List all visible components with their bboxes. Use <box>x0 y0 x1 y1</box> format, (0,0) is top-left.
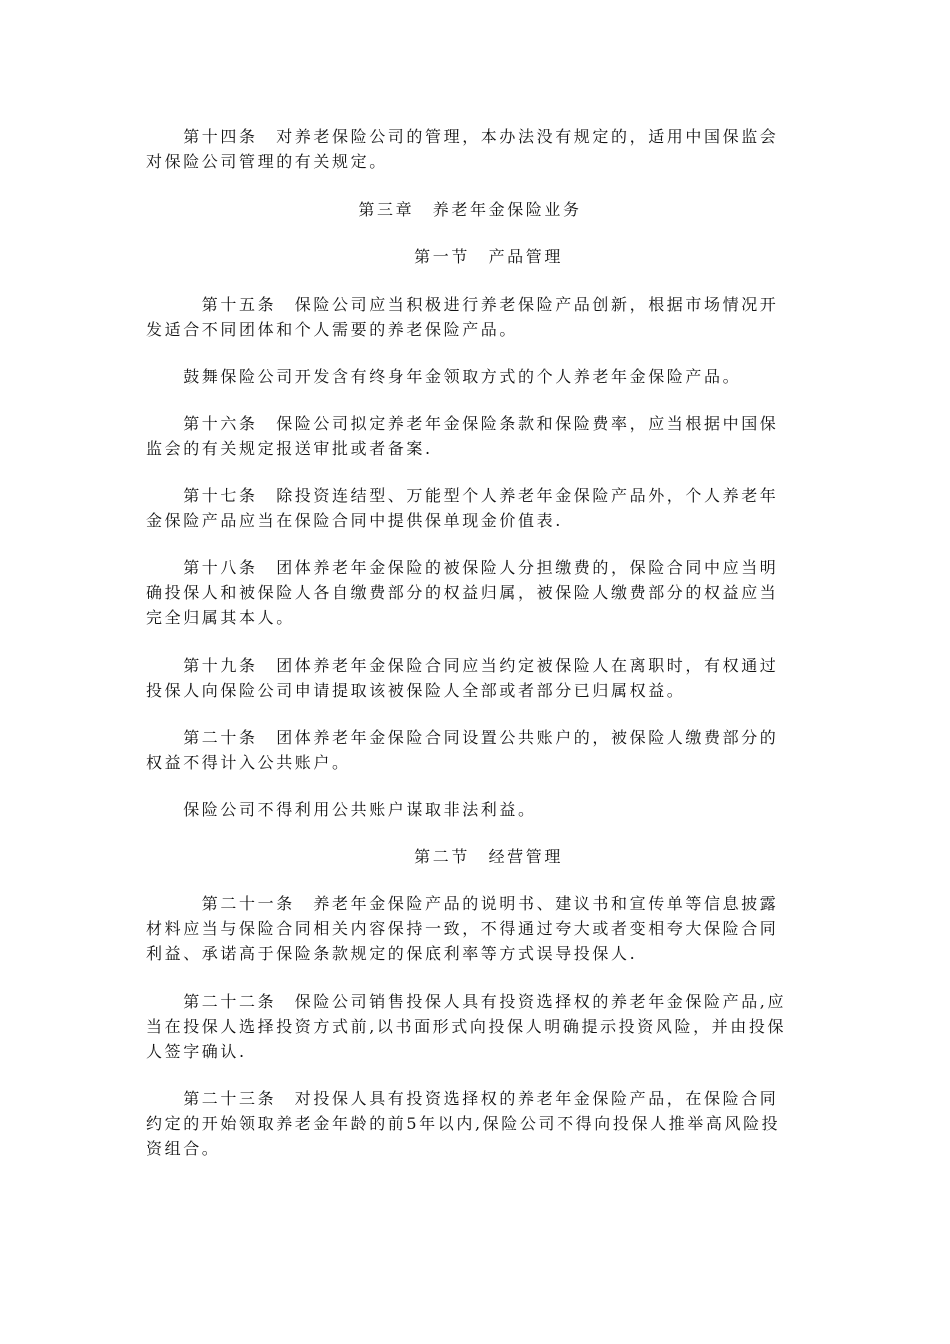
text-line: 第二十二条 保险公司销售投保人具有投资选择权的养老年金保险产品,应 <box>146 992 787 1011</box>
text-line: 材料应当与保险合同相关内容保持一致，不得通过夸大或者变相夸大保险合同 <box>146 919 779 938</box>
section-2-heading: 第二节 经营管理 <box>376 847 563 866</box>
text-line: 发适合不同团体和个人需要的养老保险产品。 <box>146 320 519 339</box>
article-23-paragraph <box>146 1086 794 1161</box>
text-line: 第十八条 团体养老年金保险的被保险人分担缴费的，保险合同中应当明 <box>146 558 779 577</box>
text-line: 第二十三条 对投保人具有投资选择权的养老年金保险产品，在保险合同 <box>146 1089 779 1108</box>
text-line: 当在投保人选择投资方式前,以书面形式向投保人明确提示投资风险，并由投保 <box>146 1017 787 1036</box>
article-18-paragraph <box>146 555 794 630</box>
text-line: 第十五条 保险公司应当积极进行养老保险产品创新，根据市场情况开 <box>146 295 779 314</box>
article-16-paragraph <box>146 411 794 461</box>
text-line: 第十九条 团体养老年金保险合同应当约定被保险人在离职时，有权通过 <box>146 656 779 675</box>
text-line: 对保险公司管理的有关规定。 <box>146 152 388 171</box>
text-line: 人签字确认. <box>146 1042 247 1061</box>
text-line: 第二十条 团体养老年金保险合同设置公共账户的，被保险人缴费部分的 <box>146 728 779 747</box>
text-line: 权益不得计入公共账户。 <box>146 753 351 772</box>
text-line: 金保险产品应当在保险合同中提供保单现金价值表. <box>146 511 563 530</box>
article-21-paragraph <box>146 891 794 966</box>
text-line: 第十四条 对养老保险公司的管理，本办法没有规定的，适用中国保监会 <box>146 127 779 146</box>
public-account-paragraph <box>146 797 794 822</box>
text-line: 第二十一条 养老年金保险产品的说明书、建议书和宣传单等信息披露 <box>146 894 779 913</box>
article-22-paragraph <box>146 989 794 1064</box>
article-15-paragraph <box>146 292 794 342</box>
text-line: 第十六条 保险公司拟定养老年金保险条款和保险费率，应当根据中国保 <box>146 414 779 433</box>
text-line: 完全归属其本人。 <box>146 608 295 627</box>
section-1-heading: 第一节 产品管理 <box>376 247 563 266</box>
text-line: 资组合。 <box>146 1139 221 1158</box>
text-line: 监会的有关规定报送审批或者备案. <box>146 439 433 458</box>
text-line: 确投保人和被保险人各自缴费部分的权益归属，被保险人缴费部分的权益应当 <box>146 583 779 602</box>
article-17-paragraph <box>146 483 794 533</box>
text-line: 保险公司不得利用公共账户谋取非法利益。 <box>146 800 537 819</box>
article-19-paragraph <box>146 653 794 703</box>
chapter-3-heading: 第三章 养老年金保险业务 <box>358 200 582 219</box>
text-line: 投保人向保险公司申请提取该被保险人全部或者部分已归属权益。 <box>146 681 686 700</box>
text-line: 第十七条 除投资连结型、万能型个人养老年金保险产品外，个人养老年 <box>146 486 779 505</box>
text-line: 约定的开始领取养老金年龄的前5年以内,保险公司不得向投保人推举高风险投 <box>146 1114 781 1133</box>
article-20-paragraph <box>146 725 794 775</box>
encourage-paragraph <box>146 364 794 389</box>
article-14-paragraph <box>146 124 794 174</box>
text-line: 利益、承诺高于保险条款规定的保底利率等方式误导投保人. <box>146 944 638 963</box>
text-line: 鼓舞保险公司开发含有终身年金领取方式的个人养老年金保险产品。 <box>146 367 742 386</box>
